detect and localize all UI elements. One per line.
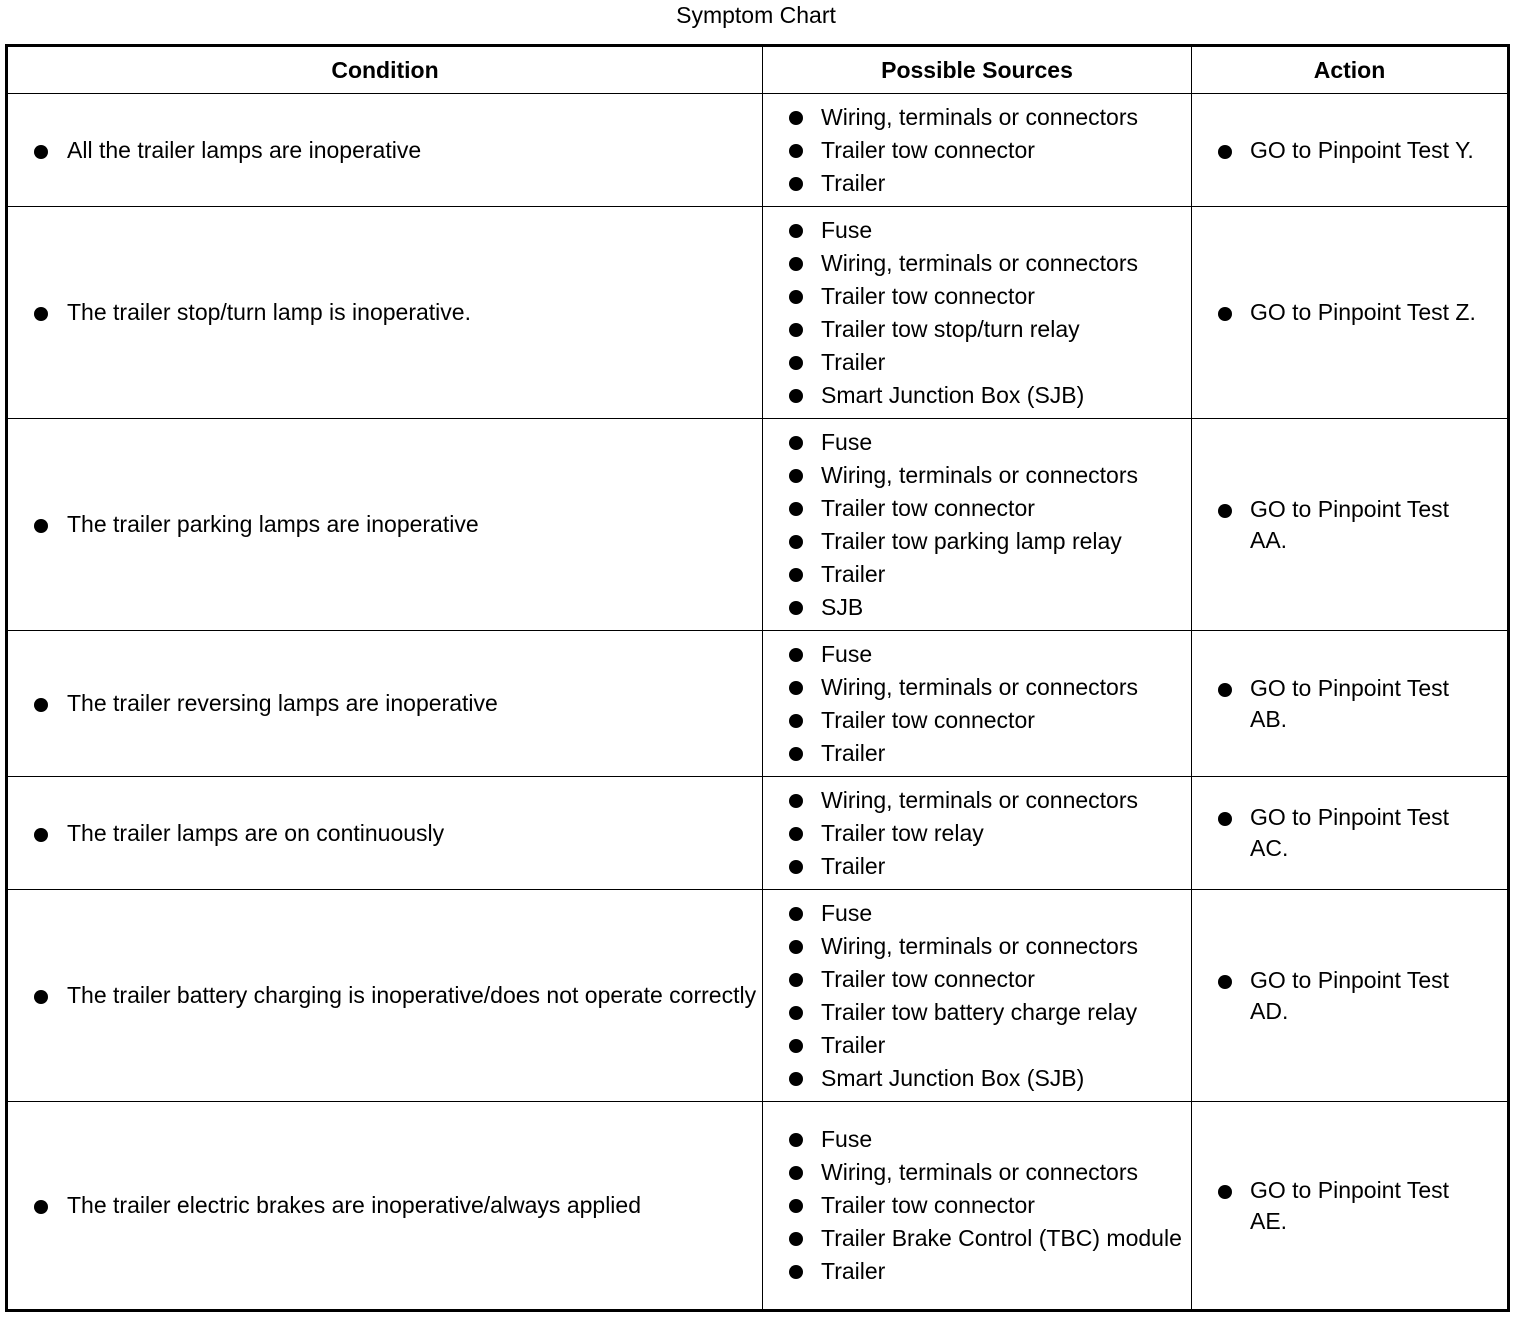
sources-cell (763, 207, 1192, 419)
list-item (1192, 297, 1507, 328)
bullet-icon (789, 1199, 803, 1213)
table-row (7, 1102, 1509, 1311)
item-text: Trailer (821, 739, 886, 766)
item-text: The trailer reversing lamps are inoperative (67, 690, 498, 716)
bullet-icon (1218, 812, 1232, 826)
item-text: Trailer tow battery charge relay (821, 998, 1138, 1025)
bullet-icon (789, 224, 803, 238)
item-text: The trailer electric brakes are inoperative/always applied (67, 1192, 642, 1218)
list-item (763, 346, 1191, 379)
item-text: The trailer stop/turn lamp is inoperative. (67, 299, 471, 325)
list-item (763, 963, 1191, 996)
list-item (763, 1222, 1191, 1255)
bullet-icon (789, 1133, 803, 1147)
bullet-icon (789, 356, 803, 370)
bullet-icon (789, 1232, 803, 1246)
list-item (763, 1189, 1191, 1222)
condition-cell (7, 419, 763, 631)
list-item (1192, 673, 1507, 735)
bullet-icon (789, 794, 803, 808)
bullet-icon (789, 389, 803, 403)
bullet-icon (789, 535, 803, 549)
bullet-icon (34, 828, 48, 842)
list-item (1192, 135, 1507, 166)
condition-cell (7, 94, 763, 207)
bullet-icon (789, 1072, 803, 1086)
bullet-icon (34, 990, 48, 1004)
bullet-icon (1218, 975, 1232, 989)
list-item (763, 280, 1191, 313)
sources-cell (763, 94, 1192, 207)
list-item (763, 737, 1191, 770)
bullet-icon (1218, 1185, 1232, 1199)
action-cell (1192, 207, 1509, 419)
list-item (763, 591, 1191, 624)
item-text: GO to Pinpoint Test AD. (1250, 966, 1450, 1024)
sources-cell (763, 631, 1192, 777)
list-item (763, 492, 1191, 525)
action-cell (1192, 631, 1509, 777)
item-text: GO to Pinpoint Test AB. (1250, 674, 1450, 732)
list-item (8, 980, 762, 1011)
sources-cell (763, 419, 1192, 631)
item-text: Trailer (821, 852, 886, 879)
item-text: The trailer parking lamps are inoperative (67, 511, 479, 537)
header-action: Action (1192, 46, 1509, 94)
item-text: SJB (821, 593, 864, 620)
table-row (7, 631, 1509, 777)
item-text: Wiring, terminals or connectors (821, 249, 1138, 276)
list-item (763, 313, 1191, 346)
item-text: Trailer (821, 1258, 886, 1284)
bullet-icon (789, 111, 803, 125)
sources-cell (763, 890, 1192, 1102)
item-text: Wiring, terminals or connectors (821, 673, 1138, 700)
item-text: Smart Junction Box (SJB) (821, 1064, 1085, 1091)
list-item (763, 214, 1191, 247)
item-text: The trailer lamps are on continuously (67, 819, 445, 846)
list-item (763, 101, 1191, 134)
item-text: Trailer tow connector (821, 282, 1035, 309)
sources-cell (763, 777, 1192, 890)
item-text: Trailer tow connector (821, 136, 1035, 163)
list-item (8, 688, 762, 719)
table-row (7, 777, 1509, 890)
header-sources: Possible Sources (763, 46, 1192, 94)
bullet-icon (789, 714, 803, 728)
item-text: Trailer tow parking lamp relay (821, 527, 1122, 554)
item-text: Trailer tow connector (821, 965, 1035, 992)
bullet-icon (789, 681, 803, 695)
list-item (763, 996, 1191, 1029)
bullet-icon (789, 940, 803, 954)
table-row (7, 419, 1509, 631)
sources-cell (763, 1102, 1192, 1311)
list-item (763, 850, 1191, 883)
bullet-icon (789, 1265, 803, 1279)
condition-cell (7, 631, 763, 777)
item-text: Fuse (821, 216, 873, 243)
bullet-icon (1218, 307, 1232, 321)
list-item (763, 1255, 1191, 1288)
list-item (763, 1123, 1191, 1156)
table-row (7, 890, 1509, 1102)
item-text: GO to Pinpoint Test AC. (1250, 804, 1450, 861)
list-item (763, 525, 1191, 558)
item-text: Wiring, terminals or connectors (821, 932, 1138, 959)
bullet-icon (789, 290, 803, 304)
list-item (763, 379, 1191, 412)
bullet-icon (789, 568, 803, 582)
bullet-icon (1218, 145, 1232, 159)
bullet-icon (789, 601, 803, 615)
condition-cell (7, 890, 763, 1102)
item-text: Smart Junction Box (SJB) (821, 381, 1085, 408)
item-text: GO to Pinpoint Test Y. (1250, 136, 1474, 163)
list-item (763, 1029, 1191, 1062)
list-item (8, 297, 762, 328)
table-row (7, 94, 1509, 207)
list-item (763, 704, 1191, 737)
action-cell (1192, 777, 1509, 890)
bullet-icon (789, 177, 803, 191)
item-text: Trailer tow connector (821, 1192, 1035, 1218)
bullet-icon (34, 698, 48, 712)
action-cell (1192, 94, 1509, 207)
bullet-icon (789, 973, 803, 987)
bullet-icon (789, 1006, 803, 1020)
bullet-icon (1218, 504, 1232, 518)
bullet-icon (789, 144, 803, 158)
condition-cell (7, 777, 763, 890)
list-item (763, 930, 1191, 963)
bullet-icon (789, 907, 803, 921)
chart-title: Symptom Chart (676, 2, 836, 28)
list-item (763, 897, 1191, 930)
item-text: Trailer tow connector (821, 494, 1035, 521)
list-item (763, 167, 1191, 200)
list-item (763, 1156, 1191, 1189)
list-item (763, 426, 1191, 459)
list-item (8, 509, 762, 540)
list-item (763, 671, 1191, 704)
action-cell (1192, 419, 1509, 631)
item-text: Fuse (821, 428, 873, 455)
item-text: Fuse (821, 899, 873, 926)
bullet-icon (789, 827, 803, 841)
table-row (7, 207, 1509, 419)
action-cell (1192, 1102, 1509, 1311)
bullet-icon (789, 469, 803, 483)
item-text: Fuse (821, 1126, 873, 1152)
bullet-icon (34, 1200, 48, 1214)
condition-cell (7, 207, 763, 419)
list-item (763, 638, 1191, 671)
item-text: Trailer (821, 348, 886, 375)
item-text: GO to Pinpoint Test Z. (1250, 299, 1476, 325)
header-row (7, 46, 1509, 94)
bullet-icon (789, 648, 803, 662)
item-text: Trailer tow stop/turn relay (821, 315, 1080, 342)
item-text: Trailer Brake Control (TBC) module (821, 1225, 1182, 1251)
bullet-icon (789, 1166, 803, 1180)
list-item (1192, 802, 1507, 864)
bullet-icon (34, 145, 48, 159)
list-item (763, 459, 1191, 492)
bullet-icon (789, 1039, 803, 1053)
item-text: All the trailer lamps are inoperative (67, 136, 422, 163)
item-text: Trailer tow relay (821, 819, 984, 846)
list-item (763, 1062, 1191, 1095)
list-item (763, 134, 1191, 167)
list-item (8, 1190, 762, 1221)
action-cell (1192, 890, 1509, 1102)
item-text: Trailer (821, 169, 886, 196)
list-item (763, 817, 1191, 850)
item-text: Wiring, terminals or connectors (821, 786, 1138, 813)
list-item (763, 558, 1191, 591)
list-item (8, 818, 762, 849)
list-item (1192, 1175, 1507, 1237)
item-text: Wiring, terminals or connectors (821, 461, 1138, 488)
symptom-table (5, 44, 1510, 1312)
bullet-icon (34, 307, 48, 321)
bullet-icon (34, 519, 48, 533)
condition-cell (7, 1102, 763, 1311)
list-item (1192, 965, 1507, 1027)
list-item (763, 247, 1191, 280)
bullet-icon (789, 257, 803, 271)
item-text: GO to Pinpoint Test AA. (1250, 495, 1450, 553)
bullet-icon (789, 436, 803, 450)
bullet-icon (1218, 683, 1232, 697)
item-text: The trailer battery charging is inoperative/does not operate correctly (67, 982, 757, 1008)
header-condition: Condition (7, 46, 763, 94)
list-item (8, 135, 762, 166)
list-item (763, 784, 1191, 817)
item-text: GO to Pinpoint Test AE. (1250, 1176, 1450, 1234)
bullet-icon (789, 502, 803, 516)
bullet-icon (789, 860, 803, 874)
list-item (1192, 494, 1507, 556)
item-text: Wiring, terminals or connectors (821, 1159, 1138, 1185)
item-text: Trailer (821, 560, 886, 587)
bullet-icon (789, 323, 803, 337)
item-text: Wiring, terminals or connectors (821, 103, 1138, 130)
bullet-icon (789, 747, 803, 761)
item-text: Trailer (821, 1031, 886, 1058)
item-text: Trailer tow connector (821, 706, 1035, 733)
item-text: Fuse (821, 640, 873, 667)
